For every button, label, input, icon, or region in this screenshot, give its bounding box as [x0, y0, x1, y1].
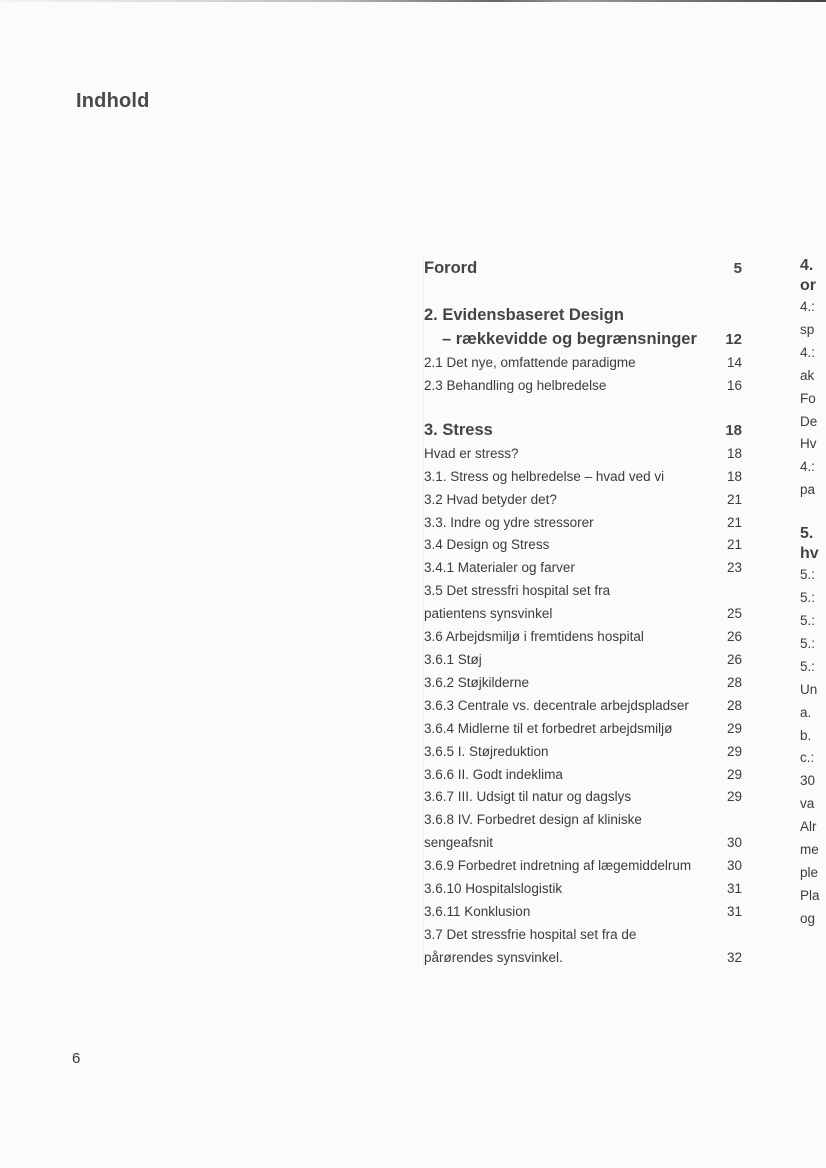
- toc-title: Forord: [424, 259, 478, 277]
- toc-page: 18: [725, 421, 742, 439]
- toc-entry[interactable]: [424, 718, 742, 741]
- toc-title: patientens synsvinkel: [424, 606, 553, 622]
- toc-title: 3.6.10 Hospitalslogistik: [424, 881, 563, 897]
- facing-page-text: Un: [800, 681, 818, 697]
- toc-title: 3.6.11 Konklusion: [424, 903, 531, 919]
- toc-page: 28: [726, 674, 742, 690]
- toc-chapter-2-line1[interactable]: [424, 303, 742, 327]
- toc-entry[interactable]: [424, 603, 742, 626]
- toc-page: 25: [726, 606, 742, 622]
- toc-title: 3.1. Stress og helbredelse – hvad ved vi: [424, 468, 665, 484]
- toc-title: 3.6.5 I. Støjreduktion: [424, 743, 549, 759]
- toc-page: 31: [726, 903, 742, 919]
- toc-entry[interactable]: [424, 534, 742, 557]
- page-top-edge: [0, 0, 826, 2]
- toc-page: 21: [726, 491, 742, 507]
- facing-page-text: og: [800, 910, 816, 926]
- facing-page-text: 5.: [800, 525, 814, 543]
- toc-page: 26: [726, 651, 742, 667]
- toc-entry[interactable]: [424, 786, 742, 809]
- toc-title: 3.6.4 Midlerne til et forbedret arbejdsmiljø: [424, 720, 673, 736]
- toc-entry[interactable]: [424, 375, 742, 398]
- spacer: [424, 398, 742, 418]
- toc-entry[interactable]: [424, 443, 742, 466]
- toc-entry[interactable]: [424, 557, 742, 580]
- toc-title: – rækkevidde og begrænsninger: [442, 330, 697, 348]
- toc-chapter-2-line2[interactable]: [424, 327, 742, 352]
- toc-entry[interactable]: [424, 901, 742, 924]
- toc-entry[interactable]: [424, 649, 742, 672]
- toc-entry[interactable]: [424, 352, 742, 375]
- facing-page-block-1: [800, 256, 826, 502]
- toc-chapter-2-items: [424, 352, 742, 398]
- facing-page-block-2: [800, 524, 826, 931]
- facing-page-text: pa: [800, 482, 816, 498]
- facing-page-text: Hv: [800, 436, 817, 452]
- page-number: 6: [72, 1050, 81, 1067]
- toc-entry[interactable]: [424, 695, 742, 718]
- facing-page-text: 5.:: [800, 567, 816, 583]
- toc-page: 21: [726, 514, 742, 530]
- toc-entry-forord[interactable]: [424, 256, 742, 281]
- toc-title: 3.2 Hvad betyder det?: [424, 491, 557, 507]
- facing-page-text: 4.:: [800, 459, 816, 475]
- toc-page: 26: [726, 629, 742, 645]
- toc-page: 12: [725, 331, 742, 348]
- facing-page-fragment: [800, 256, 826, 956]
- toc-title: 2.1 Det nye, omfattende paradigme: [424, 355, 636, 370]
- table-of-contents: [423, 256, 742, 970]
- toc-entry[interactable]: [424, 855, 742, 878]
- toc-entry[interactable]: [424, 947, 742, 970]
- toc-page: 21: [726, 537, 742, 553]
- toc-page: 28: [726, 697, 742, 713]
- toc-title: Hvad er stress?: [424, 445, 519, 461]
- toc-entry[interactable]: [424, 924, 742, 947]
- toc-page: 14: [726, 355, 742, 370]
- toc-entry[interactable]: [424, 878, 742, 901]
- toc-chapter-3-items: [424, 443, 742, 970]
- toc-title: 3.6.8 IV. Forbedret design af kliniske: [424, 812, 642, 828]
- facing-page-text: va: [800, 796, 815, 812]
- toc-title: 3.6.7 III. Udsigt til natur og dagslys: [424, 789, 632, 805]
- facing-page-text: 4.:: [800, 344, 816, 360]
- facing-page-text: hv: [800, 545, 819, 563]
- facing-page-text: Pla: [800, 887, 820, 903]
- toc-title: 3.3. Indre og ydre stressorer: [424, 514, 594, 530]
- toc-page: 30: [726, 835, 742, 851]
- facing-page-text: De: [800, 413, 818, 429]
- toc-page: 31: [726, 881, 742, 897]
- facing-page-text: 5.:: [800, 612, 816, 628]
- facing-page-text: Alr: [800, 819, 817, 835]
- toc-entry[interactable]: [424, 466, 742, 489]
- toc-entry[interactable]: [424, 489, 742, 512]
- spacer: [424, 281, 742, 303]
- page-heading: Indhold: [76, 90, 150, 112]
- toc-entry[interactable]: [424, 626, 742, 649]
- toc-entry[interactable]: [424, 580, 742, 603]
- toc-title: 2. Evidensbaseret Design: [424, 306, 624, 324]
- toc-title: 3. Stress: [424, 420, 493, 439]
- toc-entry[interactable]: [424, 512, 742, 535]
- facing-page-text: ak: [800, 367, 815, 383]
- toc-page: 30: [726, 858, 742, 874]
- toc-page: 29: [726, 789, 742, 805]
- toc-title: 3.6.6 II. Godt indeklima: [424, 766, 563, 782]
- facing-page-text: 5.:: [800, 635, 816, 651]
- facing-page-text: 4.:: [800, 299, 816, 314]
- toc-entry[interactable]: [424, 672, 742, 695]
- toc-entry[interactable]: [424, 809, 742, 832]
- toc-title: 3.6 Arbejdsmiljø i fremtidens hospital: [424, 629, 644, 645]
- toc-title: 3.5 Det stressfri hospital set fra: [424, 583, 611, 599]
- toc-page: 29: [726, 743, 742, 759]
- toc-title: 3.4 Design og Stress: [424, 537, 550, 553]
- facing-page-text: me: [800, 842, 819, 858]
- facing-page-text: sp: [800, 321, 815, 337]
- toc-title: sengeafsnit: [424, 835, 494, 851]
- toc-page: 29: [726, 720, 742, 736]
- toc-title: 3.4.1 Materialer og farver: [424, 560, 575, 576]
- toc-title: 2.3 Behandling og helbredelse: [424, 377, 607, 393]
- toc-page: 29: [726, 766, 742, 782]
- toc-title: pårørendes synsvinkel.: [424, 949, 563, 965]
- toc-title: 3.6.2 Støjkilderne: [424, 674, 530, 690]
- toc-entry[interactable]: [424, 832, 742, 855]
- toc-chapter-3[interactable]: [424, 418, 742, 443]
- facing-page-text: Fo: [800, 390, 816, 406]
- facing-page-text: a.: [800, 704, 812, 720]
- toc-title: 3.6.3 Centrale vs. decentrale arbejdspladser: [424, 697, 689, 713]
- toc-entry[interactable]: [424, 741, 742, 764]
- facing-page-text: or: [800, 277, 816, 294]
- facing-page-text: b.: [800, 727, 812, 743]
- facing-page-text: 5.:: [800, 590, 816, 606]
- toc-page: 18: [726, 468, 742, 484]
- toc-page: 18: [726, 445, 742, 461]
- toc-page: 5: [733, 260, 742, 277]
- toc-entry[interactable]: [424, 764, 742, 787]
- toc-page: 16: [726, 377, 742, 393]
- facing-page-text: 5.:: [800, 658, 816, 674]
- toc-page: 32: [726, 949, 742, 965]
- facing-page-text: ple: [800, 864, 819, 880]
- toc-title: 3.6.9 Forbedret indretning af lægemiddelrum: [424, 858, 692, 874]
- toc-title: 3.6.1 Støj: [424, 651, 482, 667]
- facing-page-text: 30: [800, 773, 816, 789]
- facing-page-text: c.:: [800, 750, 815, 766]
- facing-page-text: 4.: [800, 257, 814, 274]
- toc-page: 23: [726, 560, 742, 576]
- toc-title: 3.7 Det stressfrie hospital set fra de: [424, 926, 637, 942]
